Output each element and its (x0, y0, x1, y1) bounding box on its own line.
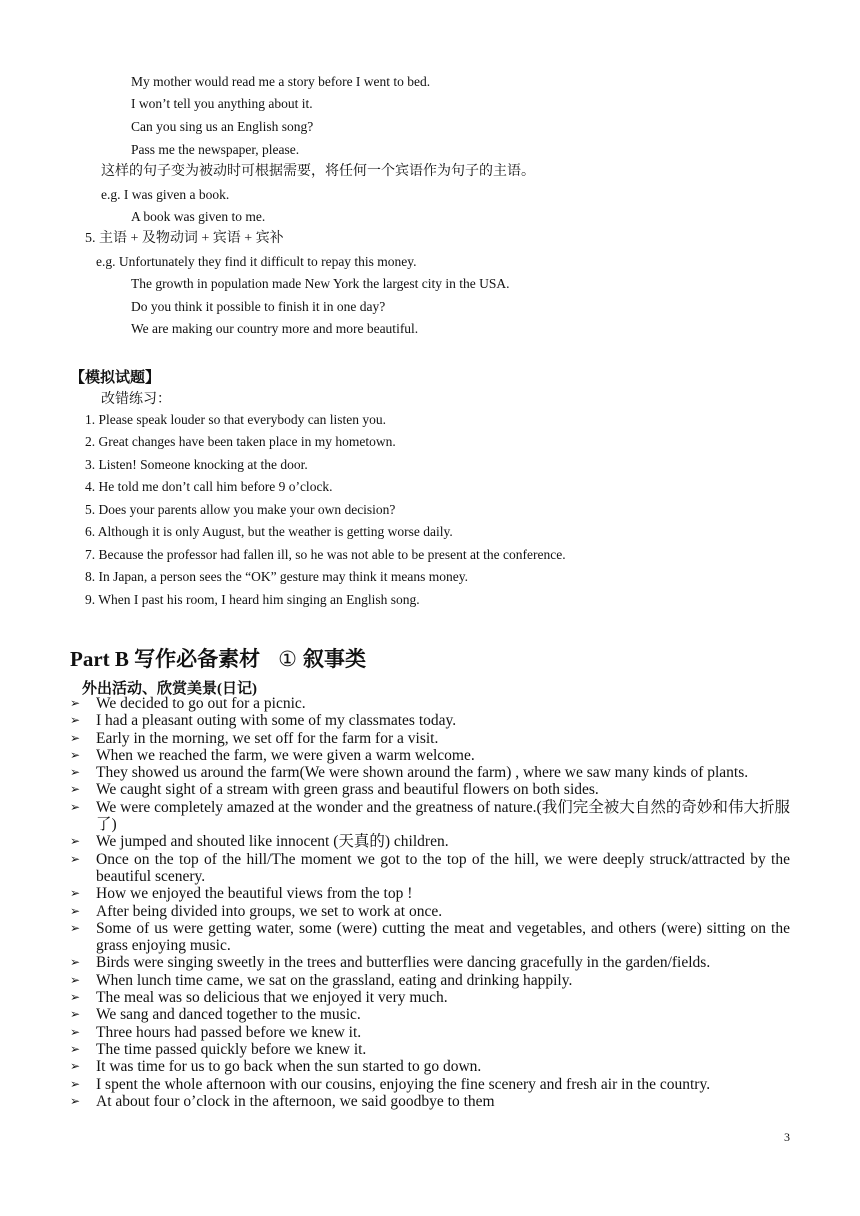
bullet-list (70, 695, 790, 1110)
arrow-bullet-icon: ➢ (70, 782, 81, 797)
arrow-bullet-icon: ➢ (70, 730, 81, 745)
arrow-bullet-icon: ➢ (70, 1007, 81, 1022)
list-item: ➢ Early in the morning, we set off for the farm for a visit. (70, 729, 439, 747)
exercise-item: 9. When I past his room, I heard him singing an English song. (85, 592, 420, 607)
list-item: ➢ We sang and danced together to the music. (70, 1006, 361, 1024)
list-item: ➢ After being divided into groups, we set to work at once. (70, 902, 443, 920)
exercise-item: 1. Please speak louder so that everybody can listen you. (85, 412, 387, 427)
example-sentence: My mother would read me a story before I went to bed. (131, 74, 431, 89)
list-item: ➢ At about four o’clock in the afternoon, we said goodbye to them (70, 1092, 495, 1110)
exercise-item: 4. He told me don’t call him before 9 o’clock. (85, 479, 333, 494)
rule-heading: 5. 主语 + 及物动词 + 宾语 + 宾补 (85, 231, 284, 246)
list-item: ➢ Birds were singing sweetly in the trees and butterflies were dancing gracefully in the garden/fields. (70, 954, 711, 972)
circled-number: ① (278, 647, 297, 671)
example-sentence: Can you sing us an English song? (131, 119, 314, 134)
part-title (70, 643, 366, 673)
arrow-bullet-icon: ➢ (70, 886, 81, 901)
arrow-bullet-icon: ➢ (70, 1041, 81, 1056)
list-item: ➢ Some of us were getting water, some (were) cutting the meat and vegetables, and others (were) sitting on the grass enjoying music. (70, 919, 790, 955)
example-label: e.g. I was given a book. (101, 187, 230, 202)
example-sentence: Pass me the newspaper, please. (131, 142, 300, 157)
arrow-bullet-icon: ➢ (70, 990, 81, 1005)
exercise-item: 8. In Japan, a person sees the “OK” gesture may think it means money. (85, 569, 469, 584)
example-sentence: The growth in population made New York the largest city in the USA. (131, 276, 510, 291)
arrow-bullet-icon: ➢ (70, 920, 81, 935)
subsection-title: 外出活动、欣赏美景(日记) (82, 681, 257, 697)
arrow-bullet-icon: ➢ (70, 1024, 81, 1039)
list-item: ➢ The time passed quickly before we knew it. (70, 1040, 367, 1058)
list-item: ➢ We decided to go out for a picnic. (70, 695, 306, 712)
list-item: ➢ The meal was so delicious that we enjoyed it very much. (70, 989, 448, 1007)
exercise-instruction: 改错练习： (101, 392, 171, 407)
arrow-bullet-icon: ➢ (70, 1093, 81, 1108)
example-label: e.g. Unfortunately they find it difficult to repay this money. (96, 254, 417, 269)
arrow-bullet-icon: ➢ (70, 696, 81, 710)
list-item: ➢ When we reached the farm, we were given a warm welcome. (70, 746, 475, 764)
arrow-bullet-icon: ➢ (70, 972, 81, 987)
example-sentence: I won’t tell you anything about it. (131, 96, 313, 111)
arrow-bullet-icon: ➢ (70, 955, 81, 970)
arrow-bullet-icon: ➢ (70, 747, 81, 762)
list-item: ➢ I spent the whole afternoon with our cousins, enjoying the fine scenery and fresh air in the country. (70, 1075, 711, 1093)
arrow-bullet-icon: ➢ (70, 1076, 81, 1091)
list-item: ➢ We were completely amazed at the wonder and the greatness of nature.(我们完全被大自然的奇妙和伟大折服了) (70, 798, 790, 834)
exercise-item: 6. Although it is only August, but the weather is getting worse daily. (85, 524, 453, 539)
arrow-bullet-icon: ➢ (70, 903, 81, 918)
example-sentence: Do you think it possible to finish it in one day? (131, 299, 386, 314)
list-item: ➢ When lunch time came, we sat on the grassland, eating and drinking happily. (70, 971, 573, 989)
list-item: ➢ I had a pleasant outing with some of my classmates today. (70, 712, 457, 730)
example-sentence: We are making our country more and more beautiful. (131, 321, 419, 336)
exercise-item: 7. Because the professor had fallen ill, so he was not able to be present at the conference. (85, 547, 566, 562)
list-item: ➢ They showed us around the farm(We were shown around the farm) , where we saw many kinds of plants. (70, 764, 749, 782)
arrow-bullet-icon: ➢ (70, 1059, 81, 1074)
part-title-text: Part B 写作必备素材 (70, 647, 261, 671)
section-heading: 【模拟试题】 (70, 368, 161, 386)
list-item: ➢ We caught sight of a stream with green grass and beautiful flowers on both sides. (70, 781, 599, 799)
arrow-bullet-icon: ➢ (70, 834, 81, 849)
exercise-item: 3. Listen! Someone knocking at the door. (85, 457, 308, 472)
example-sentence: A book was given to me. (131, 209, 266, 224)
passive-note: 这样的句子变为被动时可根据需要，将任何一个宾语作为句子的主语。 (101, 164, 535, 179)
list-item: ➢ We jumped and shouted like innocent (天真的) children. (70, 833, 449, 851)
arrow-bullet-icon: ➢ (70, 765, 81, 780)
list-item: ➢ Three hours had passed before we knew it. (70, 1023, 362, 1041)
arrow-bullet-icon: ➢ (70, 713, 81, 728)
arrow-bullet-icon: ➢ (70, 851, 81, 866)
exercise-item: 5. Does your parents allow you make your own decision? (85, 502, 396, 517)
list-item: ➢ Once on the top of the hill/The moment we got to the top of the hill, we were deeply struck/attracted by the beautiful scenery. (70, 850, 790, 885)
list-item: ➢ It was time for us to go back when the sun started to go down. (70, 1058, 482, 1076)
exercise-item: 2. Great changes have been taken place in my hometown. (85, 434, 396, 449)
page-number: 3 (784, 1130, 790, 1144)
list-item: ➢ How we enjoyed the beautiful views from the top ! (70, 885, 413, 903)
part-category: 叙事类 (302, 647, 366, 671)
arrow-bullet-icon: ➢ (70, 799, 81, 814)
